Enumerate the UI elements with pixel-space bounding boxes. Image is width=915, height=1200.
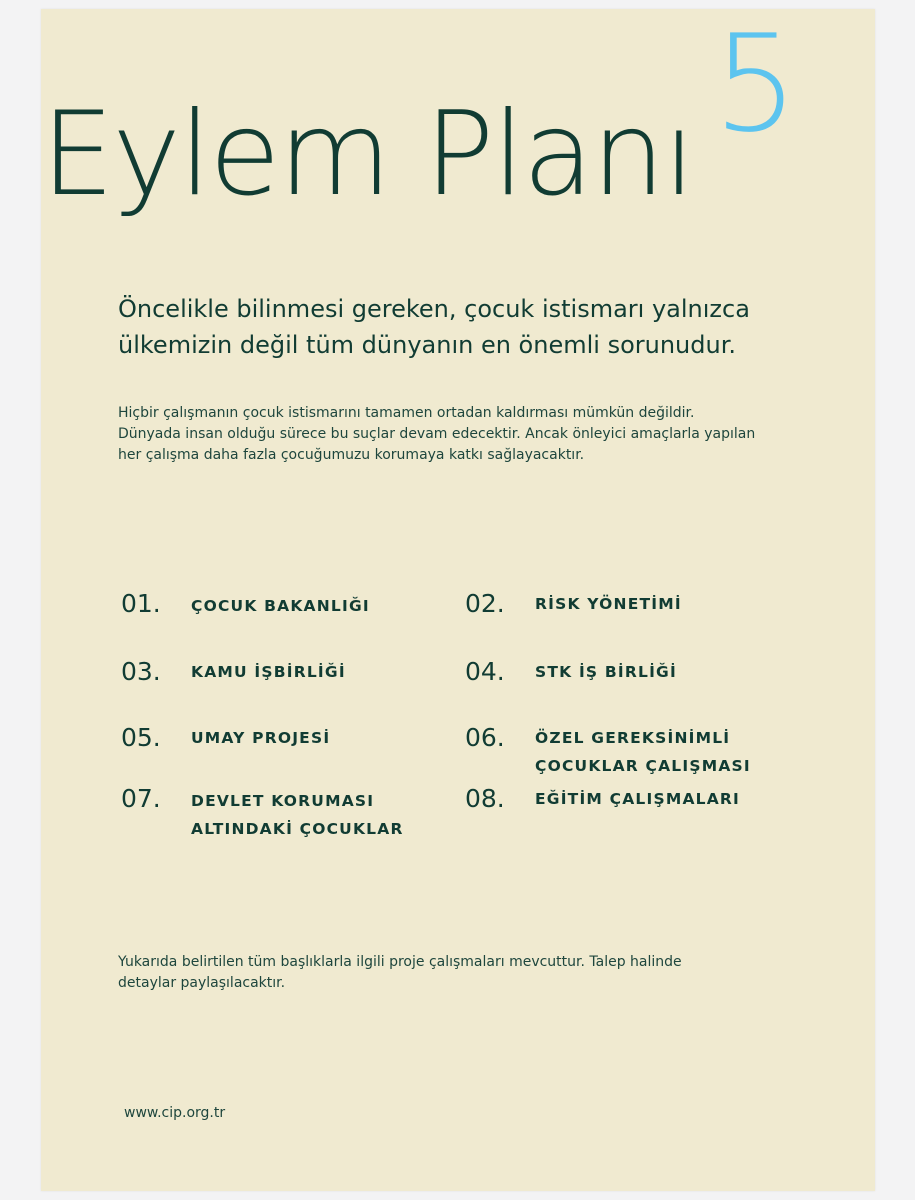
list-item	[465, 590, 682, 618]
intro-paragraph: Hiçbir çalışmanın çocuk istismarını tamamen ortadan kaldırması mümkün değildir. Dünyada insan olduğu sürece bu suçlar devam edecektir. Ancak önleyici amaçlarla yapılan her çalışma daha fazla çocuğumuzu korumaya katkı sağlayacaktır.	[118, 405, 756, 463]
list-item	[465, 785, 740, 813]
item-number: 04.	[465, 657, 505, 686]
item-number: 06.	[465, 723, 505, 752]
item-label: KAMU İŞBİRLİĞİ	[191, 663, 346, 681]
item-number: 08.	[465, 784, 505, 813]
item-label: UMAY PROJESİ	[191, 729, 331, 747]
item-label: STK İŞ BİRLİĞİ	[535, 663, 677, 681]
item-number: 07.	[121, 784, 161, 813]
item-number: 02.	[465, 589, 505, 618]
document-page	[41, 6, 875, 1191]
item-number: 05.	[121, 723, 161, 752]
list-item	[121, 724, 330, 752]
list-item	[465, 724, 751, 780]
item-number: 01.	[121, 589, 161, 618]
item-label: EĞİTİM ÇALIŞMALARI	[535, 790, 741, 808]
item-number: 03.	[121, 657, 161, 686]
list-item	[465, 658, 677, 686]
list-item	[121, 785, 404, 843]
item-label: ÖZEL GEREKSİNİMLİ ÇOCUKLAR ÇALIŞMASI	[535, 729, 751, 775]
item-label: ÇOCUK BAKANLIĞI	[191, 597, 370, 615]
list-item	[121, 658, 346, 686]
lead-paragraph: Öncelikle bilinmesi gereken, çocuk istismarı yalnızca ülkemizin değil tüm dünyanın en önemli sorunudur.	[118, 295, 750, 359]
list-item	[121, 590, 370, 620]
item-label: DEVLET KORUMASI ALTINDAKİ ÇOCUKLAR	[191, 792, 404, 838]
page-number: 5	[713, 6, 799, 162]
footer-note: Yukarıda belirtilen tüm başlıklarla ilgili proje çalışmaları mevcuttur. Talep halinde detaylar paylaşılacaktır.	[118, 954, 682, 991]
item-label: RİSK YÖNETİMİ	[535, 595, 682, 613]
website-link[interactable]: www.cip.org.tr	[124, 1105, 226, 1121]
page-title: Eylem Planı	[41, 87, 694, 222]
